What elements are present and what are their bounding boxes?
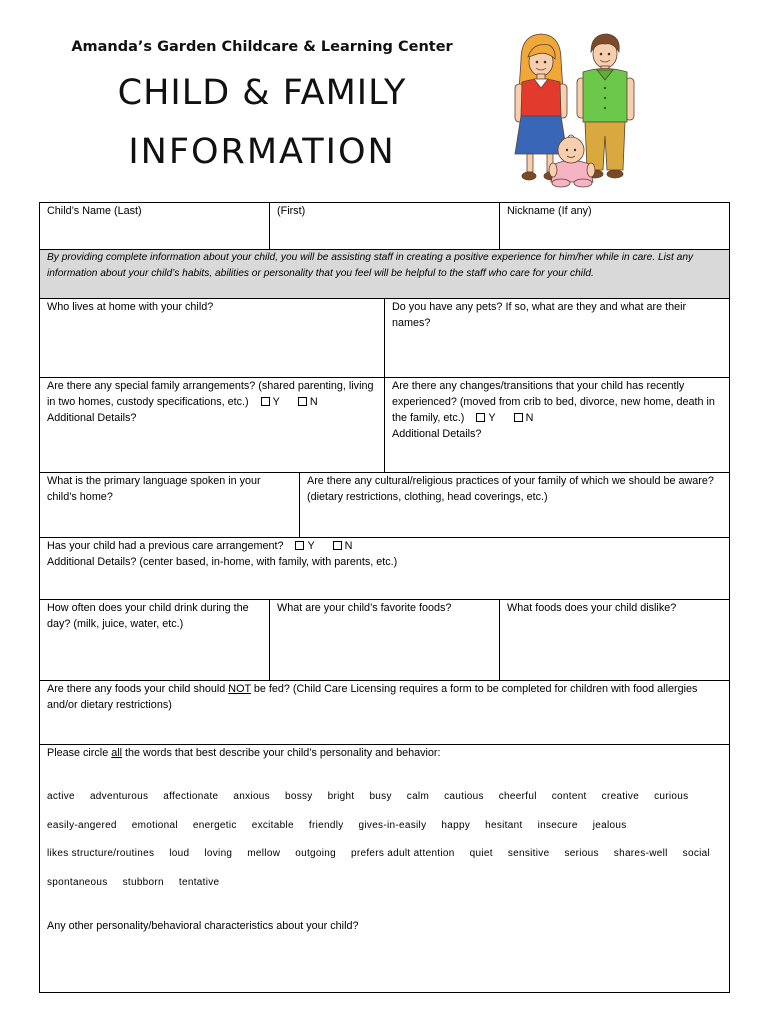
word-bright: bright	[327, 791, 355, 802]
personality-word-list	[47, 783, 721, 897]
language-cell	[40, 473, 300, 537]
word-active: active	[47, 791, 75, 802]
word-row-1	[47, 783, 721, 812]
word-shares-well: shares-well	[613, 848, 668, 859]
favorite-foods-question: What are your child’s favorite foods?	[277, 602, 452, 614]
child-family-form	[39, 202, 730, 993]
word-adventurous: adventurous	[89, 791, 149, 802]
pets-cell	[385, 299, 729, 377]
previous-care-details: Additional Details? (center based, in-home, with family, with parents, etc.)	[47, 556, 398, 568]
word-quiet: quiet	[469, 848, 493, 859]
word-emotional: emotional	[131, 819, 178, 831]
word-easily-angered: easily-angered	[47, 819, 117, 831]
nickname-label: Nickname (If any)	[507, 205, 592, 217]
word-busy: busy	[369, 791, 392, 802]
not-fed-question-start: Are there any foods your child should	[47, 683, 229, 695]
language-row	[40, 473, 729, 538]
pets-question: Do you have any pets? If so, what are they and what are their names?	[392, 301, 687, 329]
word-curious: curious	[654, 791, 689, 802]
first-name-label: (First)	[277, 205, 306, 217]
word-likes-structure-routines: likes structure/routines	[47, 848, 155, 859]
family-arrangements-question: Are there any special family arrangements? (shared parenting, living in two homes, custody specifications, etc.)	[47, 380, 374, 408]
word-jealous: jealous	[592, 819, 627, 831]
family-arrangements-no-checkbox[interactable]	[298, 397, 307, 406]
word-prefers-adult-attention: prefers adult attention	[351, 848, 455, 859]
word-spontaneous: spontaneous	[47, 876, 108, 888]
drink-question: How often does your child drink during the day? (milk, juice, water, etc.)	[47, 602, 249, 630]
personality-cell	[40, 745, 729, 992]
cultural-question: Are there any cultural/religious practices of your family of which we should be aware? (dietary restrictions, clothing, head coverings, etc.)	[307, 475, 714, 503]
word-cheerful: cheerful	[498, 791, 537, 802]
previous-care-row	[40, 538, 729, 600]
word-calm: calm	[406, 791, 430, 802]
word-bossy: bossy	[284, 791, 313, 802]
word-friendly: friendly	[308, 819, 344, 831]
nickname-cell	[500, 203, 729, 249]
intro-text: By providing complete information about your child, you will be assisting staff in creating a positive experience for him/her while in care. List any information about your child’s habits, abilities or personality that you feel will be helpful to the staff who care for your child.	[47, 252, 694, 279]
name-row	[40, 203, 729, 250]
word-anxious: anxious	[233, 791, 270, 802]
word-mellow: mellow	[247, 848, 281, 859]
word-row-4	[47, 869, 721, 898]
language-question: What is the primary language spoken in your child’s home?	[47, 475, 261, 503]
intro-cell	[40, 250, 729, 298]
last-name-cell	[40, 203, 270, 249]
family-arrangements-yes-label: Y	[272, 396, 280, 408]
not-fed-cell	[40, 681, 729, 744]
last-name-label: Child’s Name (Last)	[47, 205, 142, 217]
foods-row	[40, 600, 729, 681]
woman-figure	[515, 34, 567, 180]
changes-question: Are there any changes/transitions that your child has recently experienced? (moved from crib to bed, divorce, new home, death in the family, etc.)	[392, 380, 715, 424]
drink-cell	[40, 600, 270, 680]
word-loving: loving	[204, 848, 233, 859]
personality-instruction	[47, 745, 721, 761]
disliked-foods-cell	[500, 600, 729, 680]
man-figure	[577, 34, 634, 178]
other-characteristics-question: Any other personality/behavioral characteristics about your child?	[47, 920, 359, 932]
changes-no-checkbox[interactable]	[514, 413, 523, 422]
first-name-cell	[270, 203, 500, 249]
not-emphasis: NOT	[228, 683, 251, 695]
previous-care-cell	[40, 538, 729, 599]
family-arrangements-no-label: N	[309, 396, 318, 408]
word-hesitant: hesitant	[485, 819, 523, 831]
word-gives-in-easily: gives-in-easily	[358, 819, 427, 831]
personality-row	[40, 745, 729, 992]
previous-care-yes-checkbox[interactable]	[295, 541, 304, 550]
intro-row	[40, 250, 729, 299]
word-insecure: insecure	[537, 819, 578, 831]
not-fed-row	[40, 681, 729, 745]
form-title-line-2: INFORMATION	[128, 132, 396, 172]
form-title-line-1: CHILD & FAMILY	[117, 73, 407, 113]
changes-cell	[385, 378, 729, 472]
previous-care-no-checkbox[interactable]	[333, 541, 342, 550]
personality-instruction-start: Please circle	[47, 747, 112, 759]
word-loud: loud	[169, 848, 190, 859]
all-emphasis: all	[111, 747, 123, 759]
lives-with-cell	[40, 299, 385, 377]
changes-yes-label: Y	[488, 412, 496, 424]
word-row-2	[47, 812, 721, 841]
word-social: social	[682, 848, 711, 859]
disliked-foods-question: What foods does your child dislike?	[507, 602, 677, 614]
previous-care-no-label: N	[344, 540, 353, 552]
word-row-3	[47, 840, 721, 869]
family-arrangements-yes-checkbox[interactable]	[261, 397, 270, 406]
family-arrangements-details: Additional Details?	[47, 412, 137, 424]
lives-with-question: Who lives at home with your child?	[47, 301, 214, 313]
word-tentative: tentative	[178, 876, 220, 888]
word-energetic: energetic	[192, 819, 237, 831]
not-fed-question-end: be fed? (Child Care Licensing requires a form to be completed for children with food allergies and/or dietary restrictions)	[47, 683, 698, 711]
favorite-foods-cell	[270, 600, 500, 680]
word-outgoing: outgoing	[295, 848, 336, 859]
changes-no-label: N	[525, 412, 534, 424]
word-creative: creative	[601, 791, 640, 802]
arrangements-row	[40, 378, 729, 473]
word-affectionate: affectionate	[163, 791, 219, 802]
family-arrangements-cell	[40, 378, 385, 472]
document-header	[62, 36, 462, 172]
word-cautious: cautious	[444, 791, 484, 802]
family-illustration	[513, 30, 637, 188]
previous-care-question: Has your child had a previous care arrangement?	[47, 540, 284, 552]
home-row	[40, 299, 729, 378]
word-happy: happy	[441, 819, 471, 831]
word-sensitive: sensitive	[507, 848, 550, 859]
changes-details: Additional Details?	[392, 428, 482, 440]
word-serious: serious	[564, 848, 599, 859]
previous-care-yes-label: Y	[307, 540, 315, 552]
changes-yes-checkbox[interactable]	[476, 413, 485, 422]
cultural-cell	[300, 473, 729, 537]
word-stubborn: stubborn	[122, 876, 164, 888]
word-content: content	[551, 791, 587, 802]
personality-instruction-end: the words that best describe your child’s personality and behavior:	[122, 747, 441, 759]
word-excitable: excitable	[251, 819, 294, 831]
organization-name: Amanda’s Garden Childcare & Learning Center	[71, 39, 453, 55]
